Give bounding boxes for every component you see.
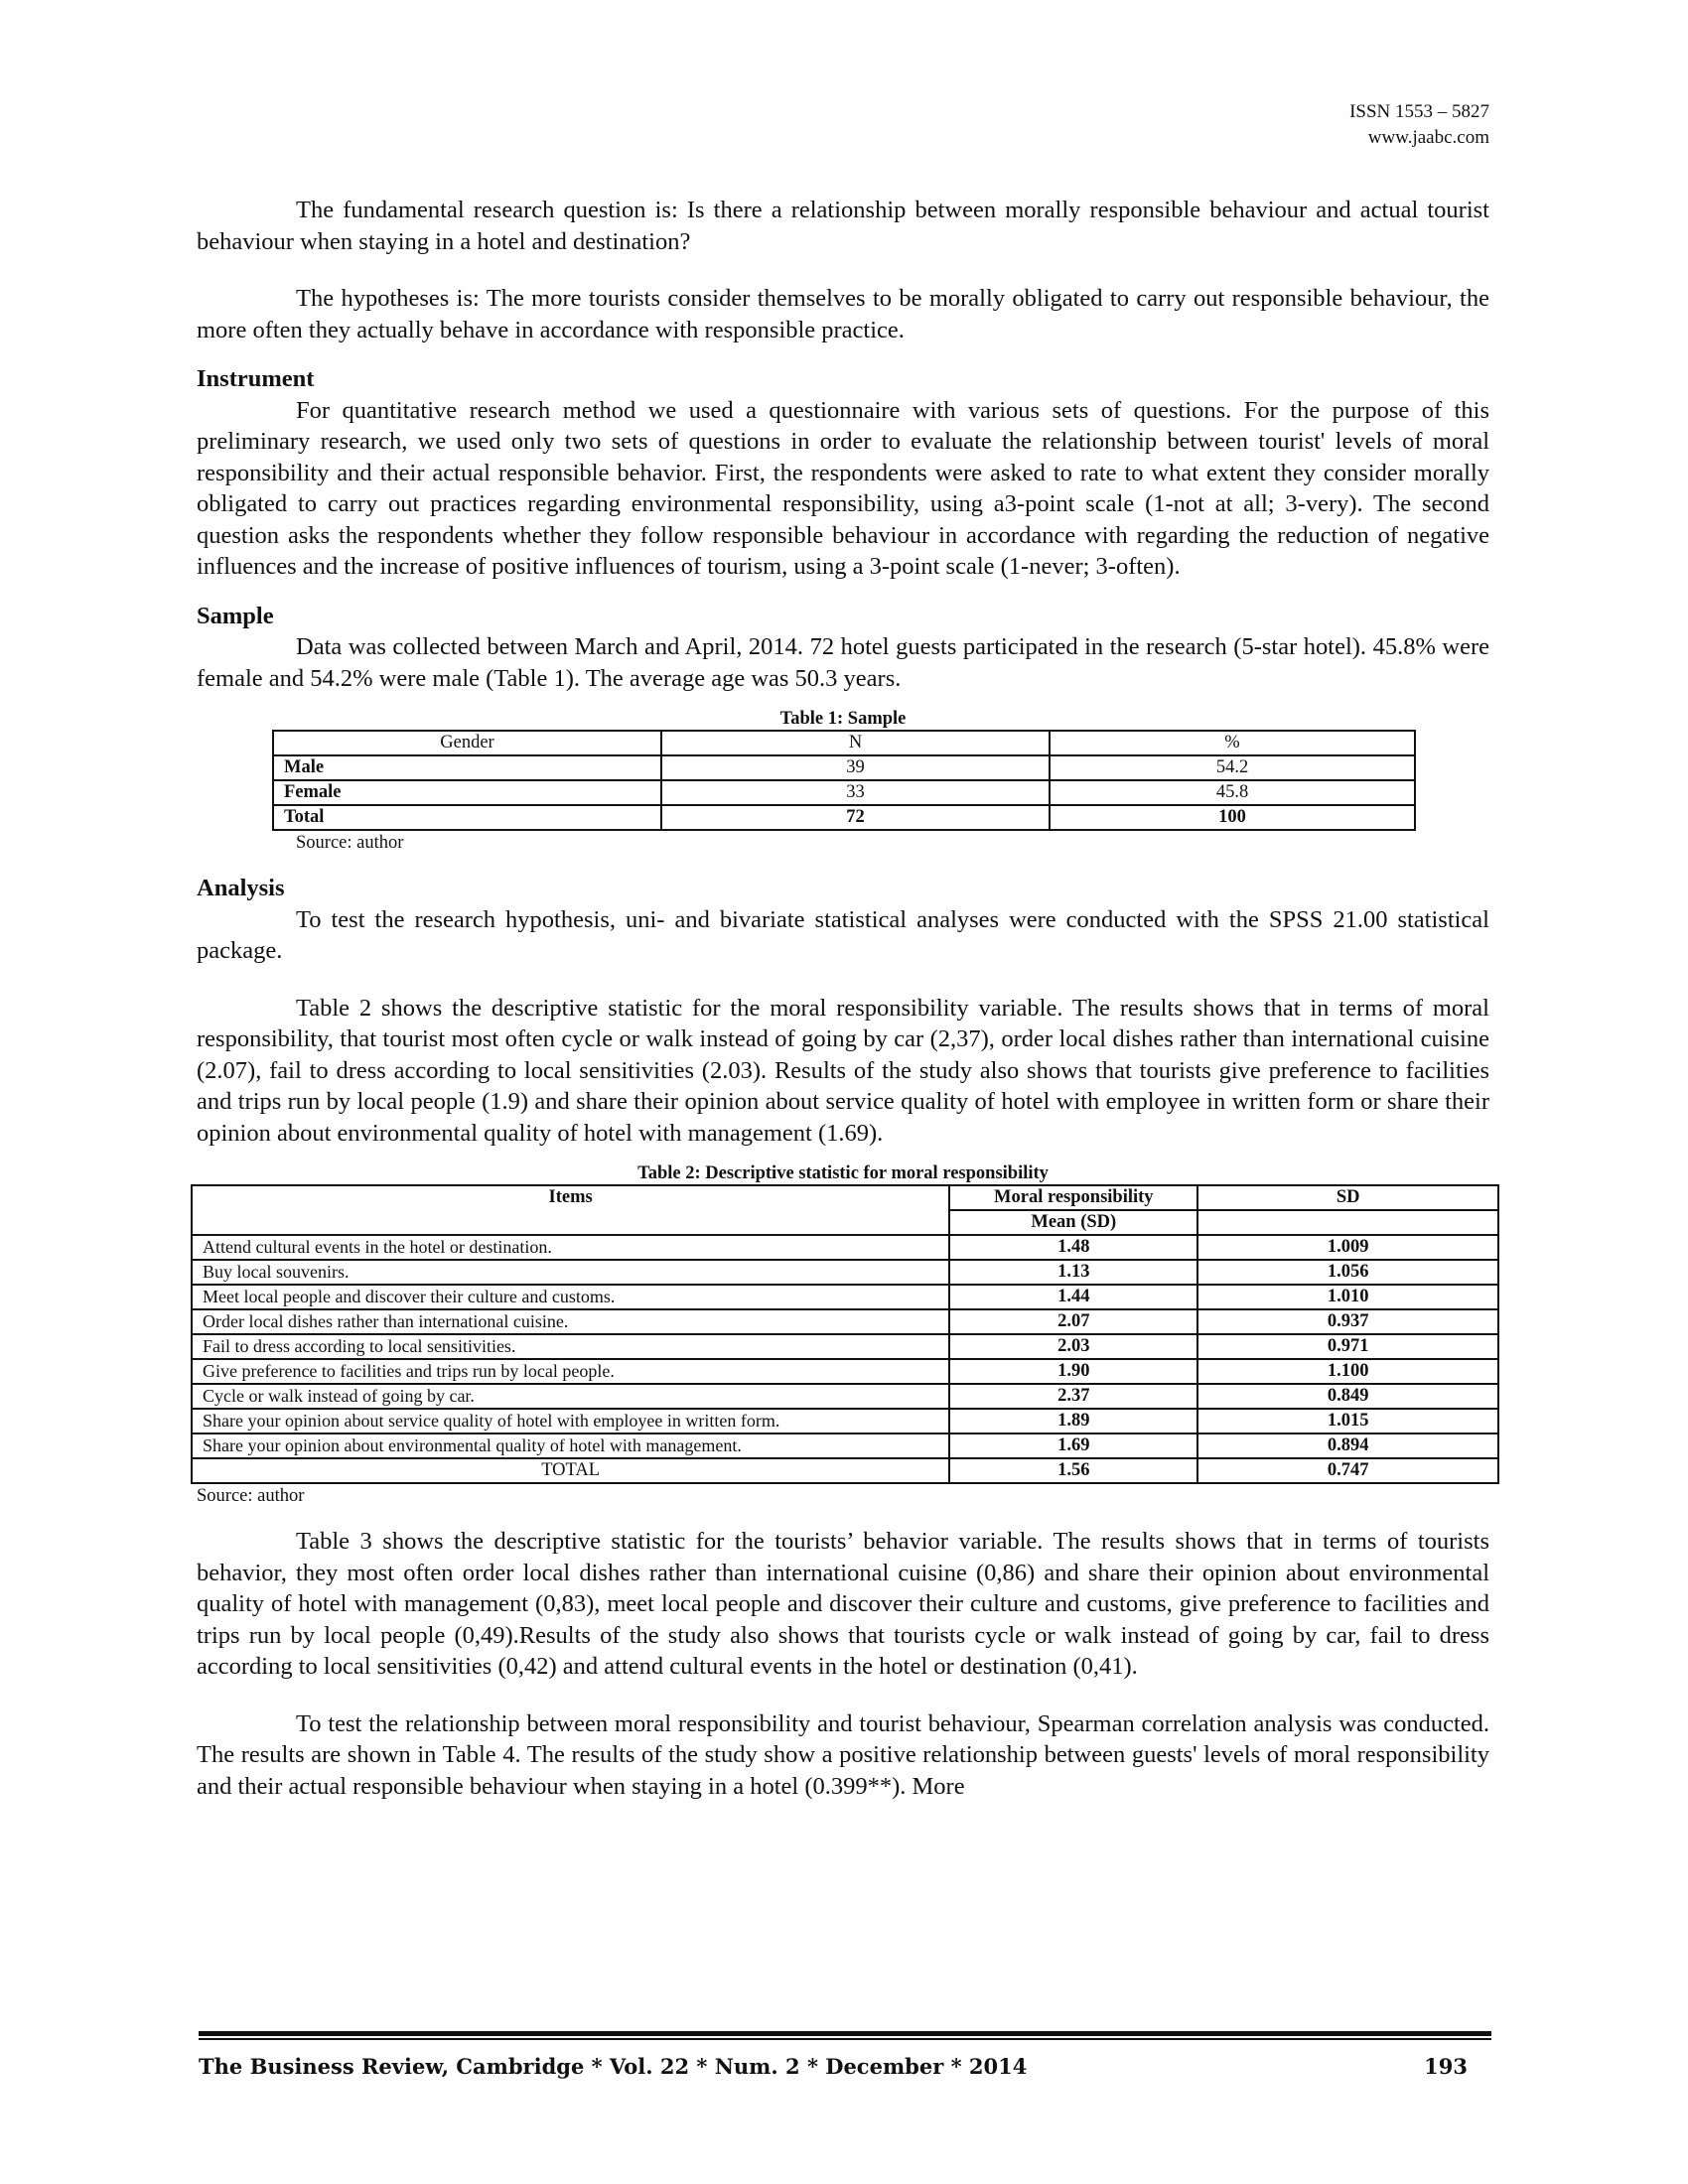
- table2-sd: 0.971: [1197, 1334, 1498, 1359]
- page-footer: [199, 2031, 1491, 2079]
- table1-header-n: N: [661, 731, 1050, 755]
- table2-item: Fail to dress according to local sensitivities.: [192, 1334, 949, 1359]
- table4-paragraph: To test the relationship between moral responsibility and tourist behaviour, Spearman correlation analysis was conducted. The results are shown in Table 4. The results of the study show a positive relationship between guests' levels of moral responsibility and their actual responsible behaviour when staying in a hotel (0.399**). More: [197, 1709, 1489, 1800]
- table-row: [273, 805, 1415, 830]
- table2-header-moral: Moral responsibility: [949, 1185, 1197, 1210]
- table2-item: Give preference to facilities and trips run by local people.: [192, 1359, 949, 1384]
- table2-header-mean: Mean (SD): [949, 1210, 1197, 1235]
- table-row: [192, 1384, 1498, 1409]
- table2-total-label: TOTAL: [192, 1458, 949, 1483]
- table1-caption: Table 1: Sample: [779, 709, 907, 729]
- table-row-total: [192, 1458, 1498, 1483]
- table1-cell: Male: [273, 755, 661, 780]
- table2-sd: 0.849: [1197, 1384, 1498, 1409]
- sample-paragraph: Data was collected between March and April, 2014. 72 hotel guests participated in the research (5-star hotel). 45.8% were female and 54.2% were male (Table 1). The average age was 50.3 years.: [197, 633, 1489, 692]
- table-row: [192, 1309, 1498, 1334]
- table2-mean: 1.90: [949, 1359, 1197, 1384]
- table1-cell: 54.2: [1050, 755, 1415, 780]
- table-row: [192, 1285, 1498, 1309]
- table-row: [192, 1235, 1498, 1260]
- table1-header-gender: Gender: [273, 731, 661, 755]
- table-row: [273, 780, 1415, 805]
- footer-rule-thin: [199, 2038, 1491, 2040]
- table1-cell: 72: [661, 805, 1050, 830]
- table2-item: Cycle or walk instead of going by car.: [192, 1384, 949, 1409]
- table2-sd: 1.010: [1197, 1285, 1498, 1309]
- analysis-paragraph-2: Table 2 shows the descriptive statistic for the moral responsibility variable. The results shows that in terms of moral responsibility, that tourist most often cycle or walk instead of going by car (2,37), order local dishes rather than international cuisine (2.07), fail to dress according to local sensitivities (2.03). Results of the study also shows that tourists give preference to facilities and trips run by local people (1.9) and share their opinion about service quality of hotel with employee in written form or share their opinion about environmental quality of hotel with management (1.69).: [197, 994, 1489, 1147]
- hypothesis-paragraph: The hypotheses is: The more tourists consider themselves to be morally obligated to carry out responsible behaviour, the more often they actually behave in accordance with responsible practice.: [197, 285, 1489, 343]
- instrument-paragraph: For quantitative research method we used a questionnaire with various sets of questions. For the purpose of this preliminary research, we used only two sets of questions in order to evaluate the relationship between tourist' levels of moral responsibility and their actual responsible behavior. First, the respondents were asked to rate to what extent they consider morally obligated to carry out practices regarding environmental responsibility, using a3-point scale (1-not at all; 3-very). The second question asks the respondents whether they follow responsible behaviour in accordance with regarding the reduction of negative influences and the increase of positive influences of tourism, using a 3-point scale (1-never; 3-often).: [197, 396, 1489, 580]
- page-number: 193: [1424, 2054, 1468, 2079]
- table2-source: Source: author: [197, 1486, 305, 1506]
- page-body: [197, 195, 1489, 1802]
- sample-table: [272, 730, 1416, 831]
- table2-mean: 1.89: [949, 1409, 1197, 1433]
- table1-source: Source: author: [296, 833, 404, 853]
- table2-item: Attend cultural events in the hotel or destination.: [192, 1235, 949, 1260]
- footer-rule: [199, 2031, 1491, 2036]
- table-row: [192, 1260, 1498, 1285]
- table2-total-sd: 0.747: [1197, 1458, 1498, 1483]
- table1-cell: Total: [273, 805, 661, 830]
- table2-sd: 1.056: [1197, 1260, 1498, 1285]
- table-row: [273, 755, 1415, 780]
- table1-header-percent: %: [1050, 731, 1415, 755]
- table2-item: Buy local souvenirs.: [192, 1260, 949, 1285]
- table3-paragraph: Table 3 shows the descriptive statistic for the tourists’ behavior variable. The results shows that in terms of tourists behavior, they most often order local dishes rather than international cuisine (0,86) and share their opinion about environmental quality of hotel with management (0,83), meet local people and discover their culture and customs, give preference to facilities and trips run by local people (0,49).Results of the study also shows that tourists cycle or walk instead of going by car, fail to dress according to local sensitivities (0,42) and attend cultural events in the hotel or destination (0,41).: [197, 1528, 1489, 1680]
- table2-item: Order local dishes rather than international cuisine.: [192, 1309, 949, 1334]
- table2-mean: 2.37: [949, 1384, 1197, 1409]
- research-question-paragraph: The fundamental research question is: Is there a relationship between morally responsible behaviour and actual tourist behaviour when staying in a hotel and destination?: [197, 197, 1489, 255]
- table2-total-mean: 1.56: [949, 1458, 1197, 1483]
- table1-cell: 100: [1050, 805, 1415, 830]
- table2-header-items: Items: [192, 1185, 949, 1235]
- sample-heading: Sample: [197, 602, 274, 629]
- table2-header-sd: SD: [1197, 1185, 1498, 1210]
- table2-sd: 0.937: [1197, 1309, 1498, 1334]
- table2-header-blank: [1197, 1210, 1498, 1235]
- table2-sd: 0.894: [1197, 1433, 1498, 1458]
- table2-mean: 2.07: [949, 1309, 1197, 1334]
- table2-sd: 1.009: [1197, 1235, 1498, 1260]
- journal-citation: The Business Review, Cambridge * Vol. 22 * Num. 2 * December * 2014: [199, 2054, 1028, 2079]
- table1-cell: 33: [661, 780, 1050, 805]
- table2-mean: 1.13: [949, 1260, 1197, 1285]
- table2-sd: 1.015: [1197, 1409, 1498, 1433]
- analysis-heading: Analysis: [197, 875, 285, 901]
- analysis-paragraph-1: To test the research hypothesis, uni- and bivariate statistical analyses were conducted with the SPSS 21.00 statistical package.: [197, 905, 1489, 964]
- table2-body: [192, 1235, 1498, 1483]
- table2-caption: Table 2: Descriptive statistic for moral responsibility: [637, 1163, 1049, 1183]
- table2-item: Share your opinion about environmental quality of hotel with management.: [192, 1433, 949, 1458]
- table-row: [192, 1433, 1498, 1458]
- table-row: [192, 1409, 1498, 1433]
- page-header: [1349, 99, 1489, 151]
- table-row: [192, 1334, 1498, 1359]
- table1-cell: 45.8: [1050, 780, 1415, 805]
- table2-mean: 1.48: [949, 1235, 1197, 1260]
- table1-cell: 39: [661, 755, 1050, 780]
- table-row: [192, 1359, 1498, 1384]
- table2-mean: 1.44: [949, 1285, 1197, 1309]
- moral-responsibility-table: [191, 1184, 1499, 1484]
- table2-item: Share your opinion about service quality of hotel with employee in written form.: [192, 1409, 949, 1433]
- issn: ISSN 1553 – 5827: [1349, 101, 1489, 122]
- table2-sd: 1.100: [1197, 1359, 1498, 1384]
- table1-cell: Female: [273, 780, 661, 805]
- table2-mean: 2.03: [949, 1334, 1197, 1359]
- instrument-heading: Instrument: [197, 365, 315, 392]
- table2-item: Meet local people and discover their culture and customs.: [192, 1285, 949, 1309]
- journal-url: www.jaabc.com: [1367, 127, 1489, 148]
- table2-mean: 1.69: [949, 1433, 1197, 1458]
